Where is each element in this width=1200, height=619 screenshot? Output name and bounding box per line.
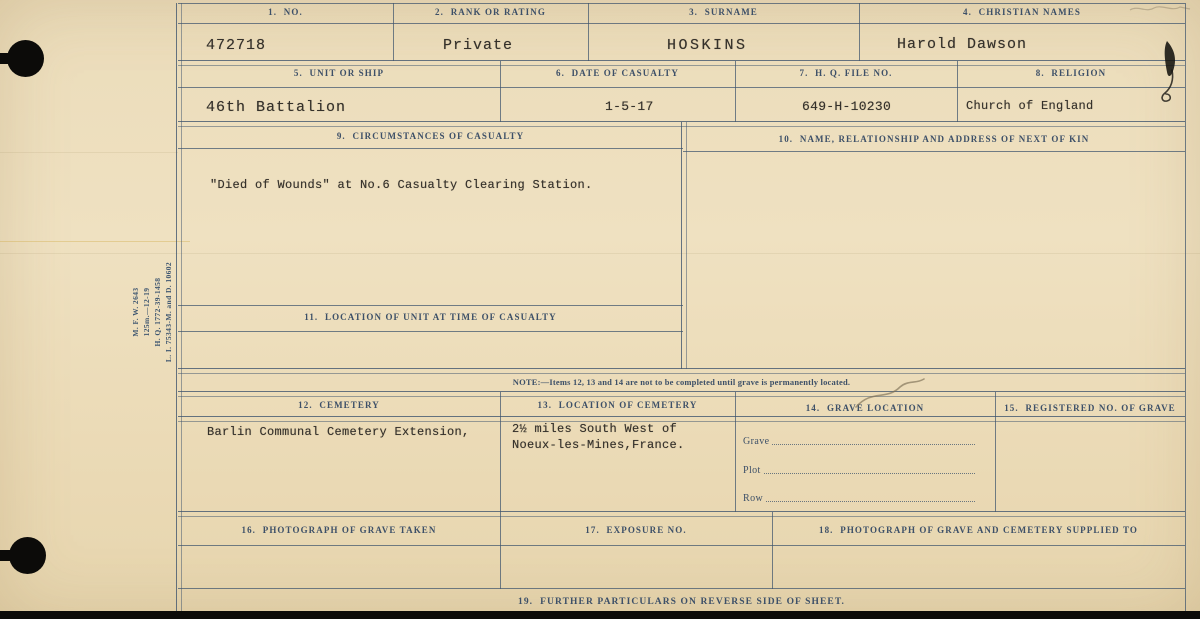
grid-hline: [178, 148, 683, 149]
dotted-leader: [772, 444, 975, 445]
field-registered-no-label: 15. REGISTERED NO. OF GRAVE: [1004, 403, 1176, 413]
printers-code: [130, 252, 176, 372]
grid-hline: [178, 3, 1185, 4]
grave-row-label: Grave: [743, 436, 770, 447]
field-hq-file-no-label: 7. H. Q. FILE NO.: [799, 68, 893, 78]
grid-hline: [178, 305, 683, 306]
field-circumstances-label: 9. CIRCUMSTANCES OF CASUALTY: [336, 131, 525, 141]
field-no-value: 472718: [206, 37, 267, 54]
field-surname-label: 3. SURNAME: [689, 7, 758, 17]
grid-vline: [772, 512, 773, 589]
grid-hline: [178, 511, 1185, 517]
field-unit-label: 5. UNIT OR SHIP: [293, 68, 385, 78]
field-christian-names-label: 4. CHRISTIAN NAMES: [963, 7, 1081, 17]
grid-vline: [681, 122, 687, 369]
field-date-of-casualty-value: 1-5-17: [605, 99, 654, 114]
grave-row: [743, 433, 975, 447]
form-note: NOTE:—Items 12, 13 and 14 are not to be completed until grave is permanently located.: [512, 377, 851, 387]
printers-code-line: H. Q. 1772-39-1458: [153, 277, 162, 347]
field-no-label: 1. NO.: [268, 7, 303, 17]
field-cemetery-location-label: 13. LOCATION OF CEMETERY: [537, 400, 698, 410]
cemetery-location-line1: 2½ miles South West of: [512, 422, 678, 436]
grid-hline: [178, 331, 683, 332]
grid-hline: [178, 87, 1185, 88]
field-religion-value: Church of England: [966, 99, 1094, 113]
pencil-squiggle: [852, 377, 930, 411]
cemetery-location-line2: Noeux-les-Mines,France.: [512, 438, 685, 452]
field-surname-value: HOSKINS: [667, 37, 748, 54]
plot-row: [743, 462, 975, 476]
faint-corner-scribble: [1128, 2, 1194, 16]
field-exposure-no-label: 17. EXPOSURE NO.: [585, 525, 687, 535]
field-date-of-casualty-label: 6. DATE OF CASUALTY: [556, 68, 679, 78]
field-next-of-kin-label: 10. NAME, RELATIONSHIP AND ADDRESS OF NEXT OF KIN: [778, 134, 1090, 144]
field-rank-label: 2. RANK OR RATING: [435, 7, 546, 17]
printers-code-line: M. F. W. 2643: [131, 287, 140, 337]
field-photo-supplied-label: 18. PHOTOGRAPH OF GRAVE AND CEMETERY SUPPLIED TO: [818, 525, 1139, 535]
field-christian-names-value: Harold Dawson: [897, 36, 1028, 53]
dotted-leader: [764, 473, 975, 474]
grid-hline: [683, 151, 1185, 152]
field-rank-value: Private: [443, 37, 514, 54]
grid-hline: [178, 391, 1185, 397]
field-cemetery-location-value: [512, 421, 685, 453]
grid-hline: [178, 60, 1185, 66]
row-row: [743, 490, 975, 504]
paper-crease: [0, 152, 178, 153]
field-unit-value: 46th Battalion: [206, 99, 347, 116]
row-row-label: Row: [743, 493, 764, 504]
grid-hline: [178, 545, 1185, 546]
punch-hole-top-slot: [0, 53, 18, 64]
grid-vline-left-border: [176, 3, 182, 611]
grid-hline: [178, 588, 1185, 589]
field-circumstances-value: "Died of Wounds" at No.6 Casualty Clearing Station.: [210, 178, 593, 192]
punch-hole-bottom-slot: [0, 550, 18, 561]
field-photo-taken-label: 16. PHOTOGRAPH OF GRAVE TAKEN: [241, 525, 437, 535]
printers-code-line: L. I. 75343-M. and D. 10602: [164, 261, 173, 363]
grid-hline: [178, 23, 1185, 24]
field-further-particulars-label: 19. FURTHER PARTICULARS ON REVERSE SIDE OF SHEET.: [517, 597, 846, 607]
field-cemetery-label: 12. CEMETERY: [298, 400, 380, 410]
plot-row-label: Plot: [743, 465, 761, 476]
dotted-leader: [766, 501, 975, 502]
grid-vline: [500, 512, 501, 589]
printers-code-line: 125m.—12-19: [142, 287, 151, 337]
field-religion-label: 8. RELIGION: [1035, 68, 1107, 78]
field-hq-file-no-value: 649-H-10230: [802, 99, 892, 114]
paper-crease: [0, 241, 190, 242]
field-unit-location-label: 11. LOCATION OF UNIT AT TIME OF CASUALTY: [304, 312, 557, 322]
grid-vline: [500, 392, 501, 512]
field-grave-location-label: 14. GRAVE LOCATION: [805, 403, 925, 413]
ink-mark: [1140, 38, 1200, 108]
scan-edge-bottom: [0, 611, 1200, 619]
field-cemetery-value: Barlin Communal Cemetery Extension,: [207, 425, 470, 439]
